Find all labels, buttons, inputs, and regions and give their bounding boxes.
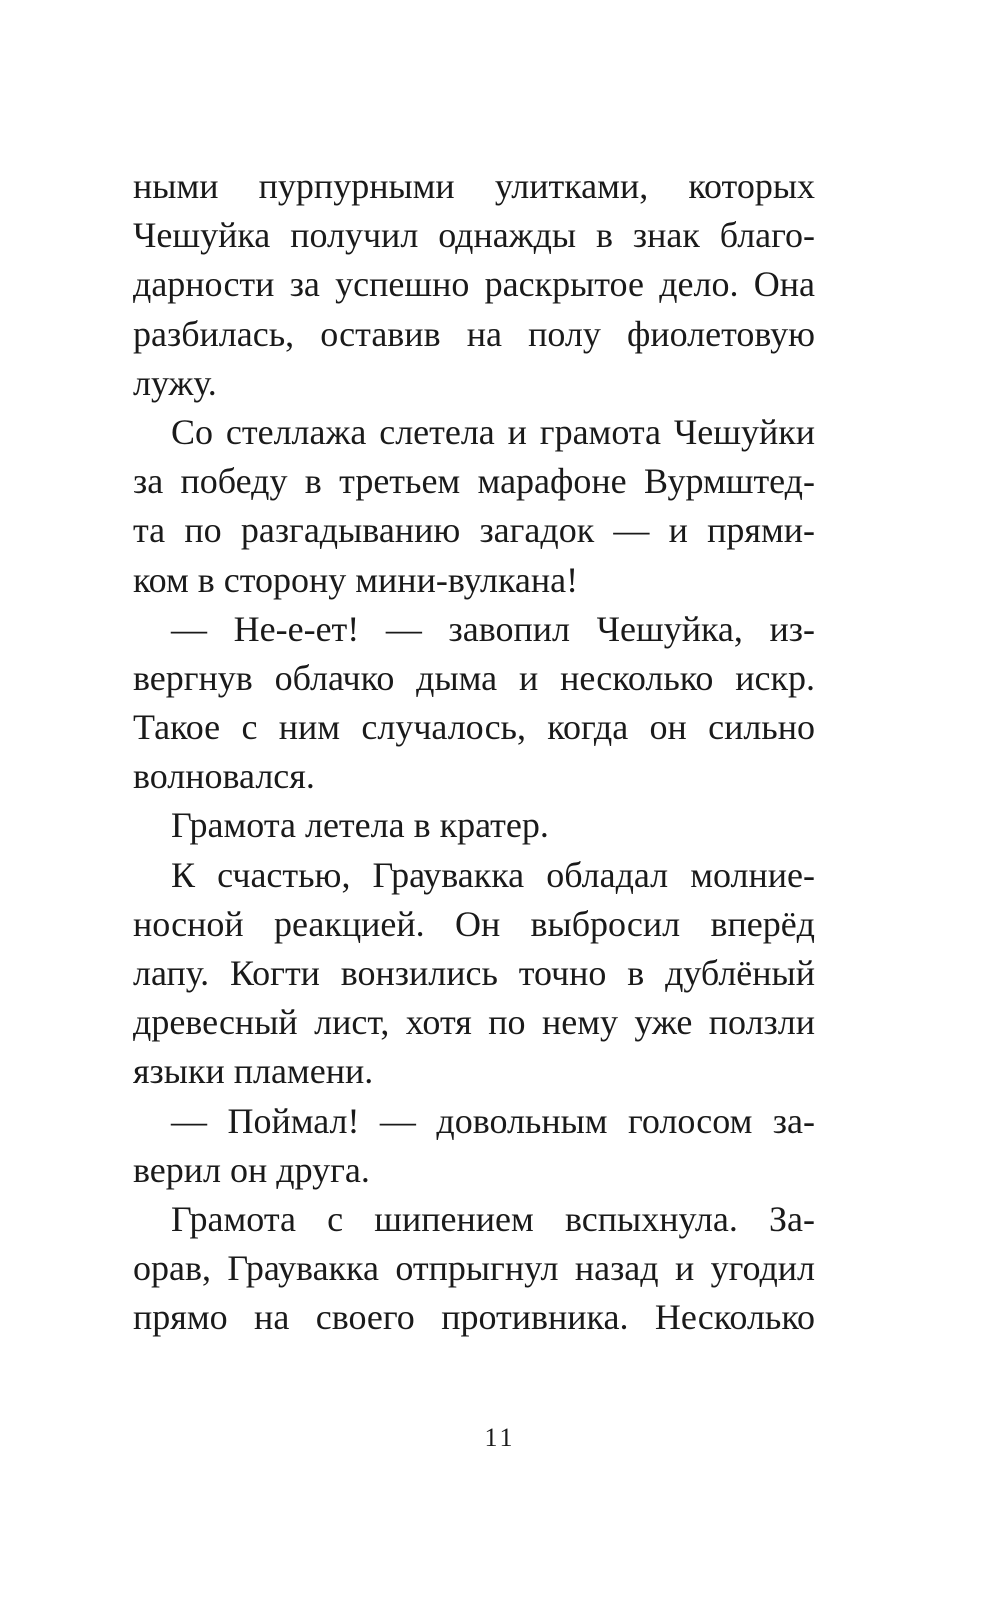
text-line: Грамота с шипением вспыхнула. За-	[171, 1198, 815, 1239]
text-line: та по разгадыванию загадок — и прями-	[133, 510, 815, 551]
text-line: древесный лист, хотя по нему уже ползли	[133, 1002, 815, 1043]
text-line: Грамота летела в кратер.	[171, 805, 549, 846]
text-line: волновался.	[133, 756, 315, 797]
text-line: дарности за успешно раскрытое дело. Она	[133, 264, 815, 305]
text-line: носной реакцией. Он выбросил вперёд	[133, 903, 815, 944]
text-line: лапу. Когти вонзились точно в дублёный	[133, 953, 815, 993]
page-number: 11	[484, 1423, 516, 1452]
text-line: — Поймал! — довольным голосом за-	[171, 1100, 815, 1141]
text-line: ком в сторону мини-вулкана!	[133, 559, 579, 600]
text-line: Со стеллажа слетела и грамота Чешуйки	[171, 411, 815, 452]
text-line: Такое с ним случалось, когда он сильно	[133, 707, 815, 748]
text-line: Чешуйка получил однажды в знак благо-	[133, 215, 815, 256]
text-line: языки пламени.	[133, 1051, 374, 1092]
text-line: прямо на своего противника. Несколько	[133, 1297, 815, 1338]
text-line: лужу.	[133, 362, 217, 403]
text-line: за победу в третьем марафоне Вурмштед-	[133, 461, 815, 502]
text-line: орав, Граувакка отпрыгнул назад и угодил	[133, 1248, 815, 1289]
text-line: — Не-е-ет! — завопил Чешуйка, из-	[171, 608, 815, 649]
text-line: вергнув облачко дыма и несколько искр.	[133, 657, 815, 698]
page-text	[133, 162, 815, 1343]
text-line: К счастью, Граувакка обладал молние-	[171, 854, 815, 895]
text-line: разбилась, оставив на полу фиолетовую	[133, 313, 815, 354]
text-line: ными пурпурными улитками, которых	[133, 166, 815, 206]
text-line: верил он друга.	[133, 1149, 370, 1190]
